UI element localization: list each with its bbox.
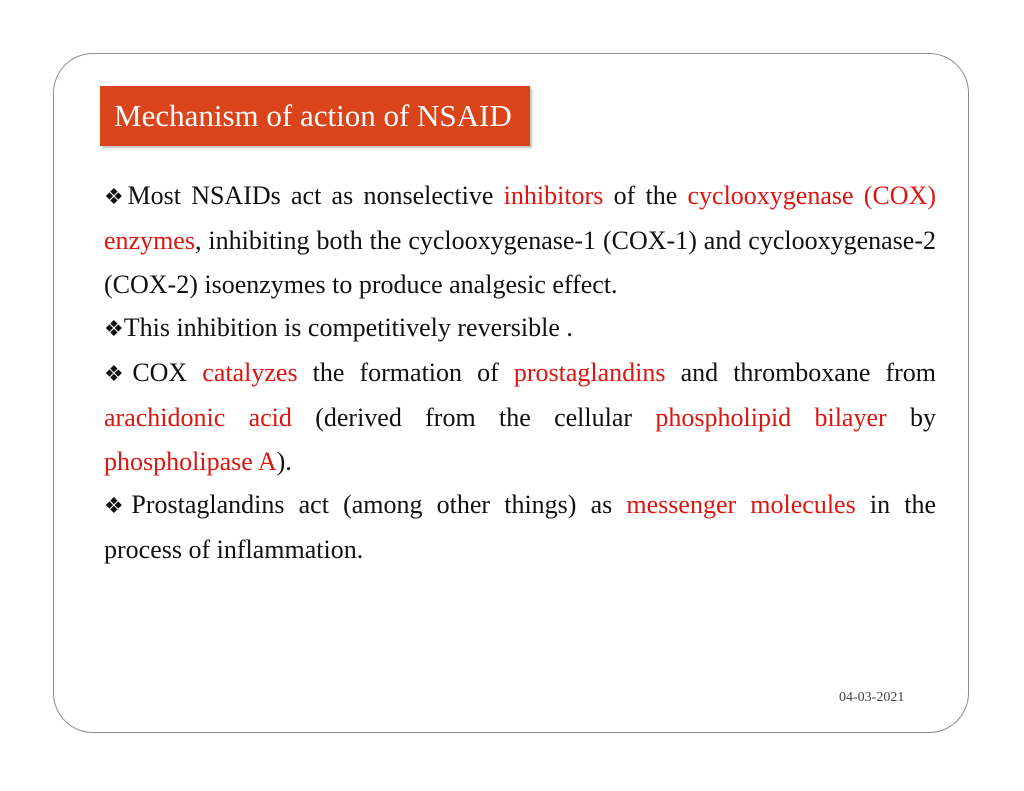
slide-date: 04-03-2021 [839, 690, 905, 705]
bullet-item [104, 483, 936, 572]
diamond-bullet-icon: ❖ [104, 362, 133, 388]
diamond-bullet-icon: ❖ [104, 494, 132, 520]
bullet-text: the formation of [297, 358, 514, 388]
highlighted-term: phospholipid bilayer [655, 403, 887, 433]
bullet-text: Most NSAIDs act as nonselective [127, 181, 504, 210]
bullet-item [104, 351, 936, 483]
highlighted-term: cyclooxygenase (COX) enzymes [104, 181, 936, 256]
bullet-item [104, 306, 936, 351]
slide-content [104, 174, 936, 572]
bullet-text: COX [132, 358, 203, 388]
highlighted-term: catalyzes [202, 358, 298, 388]
diamond-bullet-icon: ❖ [104, 185, 128, 210]
bullet-text: This inhibition is competitively reversible . [123, 312, 573, 342]
highlighted-term: phospholipase A [104, 446, 277, 476]
bullet-text: (derived from the cellular [291, 403, 656, 433]
highlighted-term: prostaglandins [513, 358, 666, 388]
bullet-text: ). [276, 446, 292, 476]
diamond-bullet-icon: ❖ [104, 316, 124, 342]
slide-title: Mechanism of action of NSAID [100, 86, 530, 146]
bullet-text: of the [603, 181, 688, 210]
bullet-text: and thromboxane from [665, 358, 937, 388]
highlighted-term: inhibitors [503, 181, 604, 210]
bullet-text: Prostaglandins act (among other things) as [131, 490, 627, 520]
bullet-text: by [886, 403, 936, 433]
highlighted-term: arachidonic acid [104, 403, 292, 433]
bullet-text: in the process of inflammation. [104, 490, 936, 565]
bullet-text: , inhibiting both the cyclooxygenase-1 (COX-1) and cyclooxygenase-2 (COX-2) isoenzymes to produce analgesic effect. [104, 226, 936, 299]
highlighted-term: messenger molecules [626, 490, 856, 520]
bullet-item [104, 174, 936, 306]
